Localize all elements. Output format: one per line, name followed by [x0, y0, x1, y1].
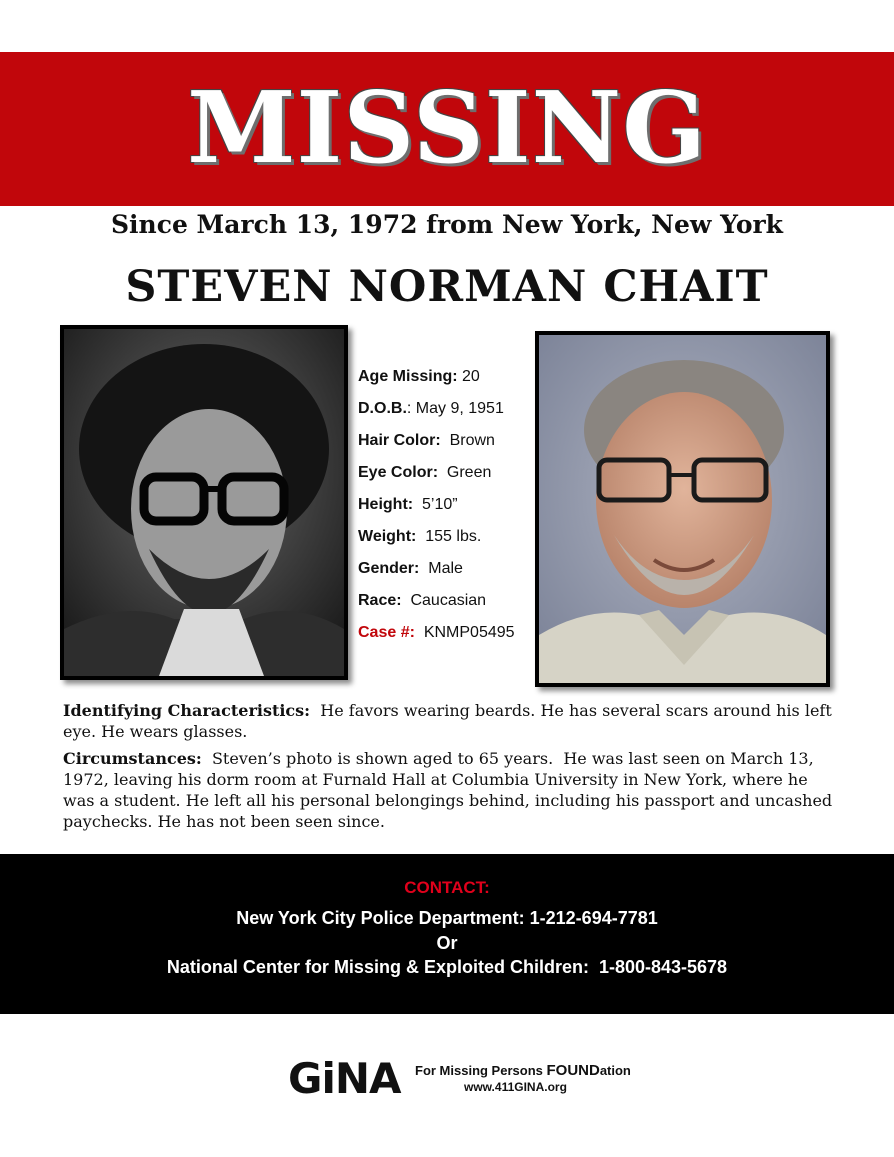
stat-dob: D.O.B.: May 9, 1951 [358, 400, 504, 417]
contact-section [0, 854, 894, 1014]
circumstances [63, 748, 838, 832]
circumstances-text: Steven’s photo is shown aged to 65 years. He was last seen on March 13, 1972, leaving his dorm room at Furnald Hall at Columbia University in New York, where he was a student. He left all his personal belongings behind, including his passport and uncashed paychecks. He has not been seen since. [63, 749, 838, 831]
identifying-text: He favors wearing beards. He has several scars around his left eye. He wears glasses. [63, 701, 837, 741]
stat-eye: Eye Color: Green [358, 464, 492, 481]
photo-1972 [60, 325, 348, 680]
stat-race: Race: Caucasian [358, 592, 487, 609]
contact-nypd: New York City Police Department: 1-212-694-7781 [236, 908, 658, 928]
details-list [358, 366, 533, 654]
gina-tagline: For Missing Persons FOUNDation [415, 1062, 631, 1079]
since-line: Since March 13, 1972 from New York, New York [111, 210, 783, 239]
circumstances-label: Circumstances: [63, 749, 202, 768]
identifying-characteristics [63, 700, 837, 742]
missing-banner [0, 52, 894, 206]
contact-ncmec: National Center for Missing & Exploited Children: 1-800-843-5678 [166, 957, 728, 977]
photo-age-progressed [535, 331, 830, 687]
gina-footer [288, 1052, 648, 1112]
stat-gender: Gender: Male [358, 560, 463, 577]
stat-hair: Hair Color: Brown [358, 432, 495, 449]
contact-or: Or [436, 933, 458, 953]
stat-height: Height: 5’10” [358, 496, 458, 513]
contact-heading: CONTACT: [404, 878, 490, 897]
gina-logo: GiNA [288, 1054, 401, 1103]
stat-weight: Weight: 155 lbs. [358, 528, 482, 545]
gina-website: www.411GINA.org [464, 1080, 567, 1094]
identifying-label: Identifying Characteristics: [63, 701, 311, 720]
person-name: STEVEN NORMAN CHAIT [125, 262, 769, 312]
banner-title: MISSING [187, 71, 707, 186]
stat-case: Case #: KNMP05495 [358, 624, 515, 641]
stat-age: Age Missing: 20 [358, 368, 480, 385]
